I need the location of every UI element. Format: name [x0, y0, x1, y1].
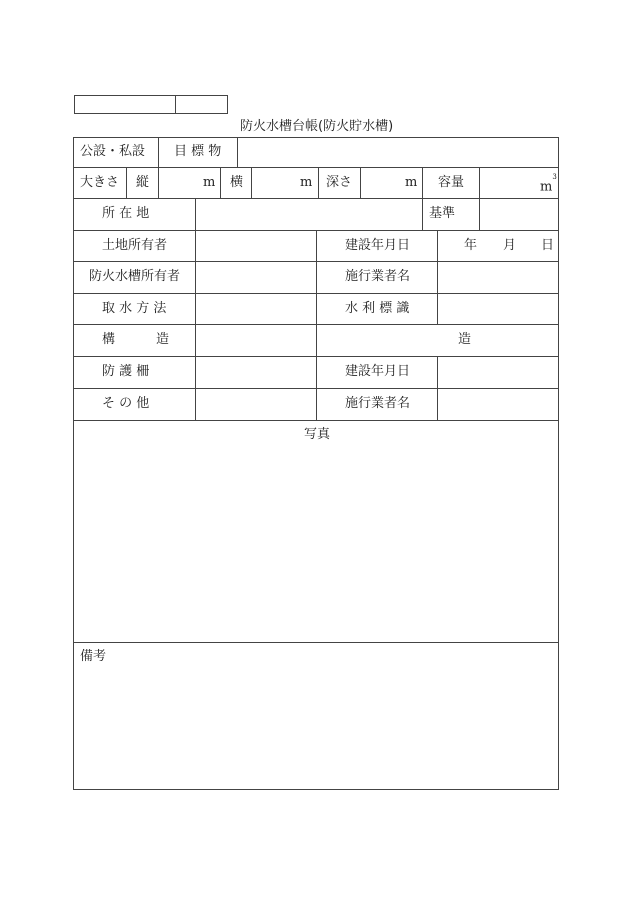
col-line	[126, 167, 127, 199]
unit-capacity: $m^3$	[540, 173, 557, 195]
structure-suffix: 造	[458, 332, 472, 347]
unit-depth: m	[405, 175, 418, 190]
col-line	[360, 167, 361, 199]
label-length: 縦	[136, 175, 150, 190]
col-line	[437, 356, 438, 421]
number-box-right	[227, 95, 228, 114]
table-border-right	[558, 137, 559, 790]
label-intake-method: 取 水 方 法	[102, 301, 167, 316]
photo-label: 写真	[304, 427, 331, 442]
label-fence: 防 護 柵	[102, 364, 150, 379]
label-structure-right: 造	[156, 332, 170, 347]
number-box-divider	[175, 95, 176, 114]
col-line	[318, 167, 319, 199]
col-line	[437, 230, 438, 325]
date-month: 月	[503, 238, 517, 253]
date-day: 日	[541, 238, 555, 253]
number-box-bottom	[74, 113, 228, 114]
label-other: そ の 他	[102, 396, 150, 411]
label-landmark: 目 標 物	[174, 144, 222, 159]
label-size: 大きさ	[80, 175, 120, 190]
remarks-label: 備考	[80, 649, 107, 664]
number-box-left	[74, 95, 75, 114]
col-line	[316, 230, 317, 421]
col-line	[195, 198, 196, 231]
col-line	[422, 198, 423, 231]
number-box-top	[74, 95, 228, 96]
label-tank-owner: 防火水槽所有者	[89, 269, 181, 284]
table-border-top	[73, 137, 559, 138]
col-line	[422, 167, 423, 199]
row-line	[73, 642, 559, 643]
label-depth: 深さ	[326, 175, 353, 190]
label-build-date-2: 建設年月日	[345, 364, 411, 379]
table-border-bottom	[73, 789, 559, 790]
row-line	[73, 198, 559, 199]
table-border-left	[73, 137, 74, 790]
col-line	[479, 198, 480, 231]
label-land-owner: 土地所有者	[102, 238, 168, 253]
label-build-date: 建設年月日	[345, 238, 411, 253]
row-line	[73, 167, 559, 168]
unit-width: m	[300, 175, 313, 190]
label-public-private: 公設・私設	[80, 144, 146, 159]
col-line	[220, 167, 221, 199]
ledger-title: 防火水槽台帳(防火貯水槽)	[240, 119, 394, 134]
label-structure-left: 構	[102, 332, 116, 347]
label-contractor-2: 施行業者名	[345, 396, 411, 411]
label-contractor: 施行業者名	[345, 269, 411, 284]
col-line	[237, 137, 238, 168]
col-line	[479, 167, 480, 199]
col-line	[195, 230, 196, 421]
col-line	[158, 137, 159, 168]
label-standard: 基準	[429, 206, 456, 221]
unit-length: m	[203, 175, 216, 190]
label-location: 所 在 地	[102, 206, 150, 221]
label-water-sign: 水 利 標 識	[345, 301, 410, 316]
col-line	[158, 167, 159, 199]
label-capacity: 容量	[438, 175, 465, 190]
col-line	[251, 167, 252, 199]
date-year: 年	[464, 238, 478, 253]
label-width: 横	[230, 175, 244, 190]
